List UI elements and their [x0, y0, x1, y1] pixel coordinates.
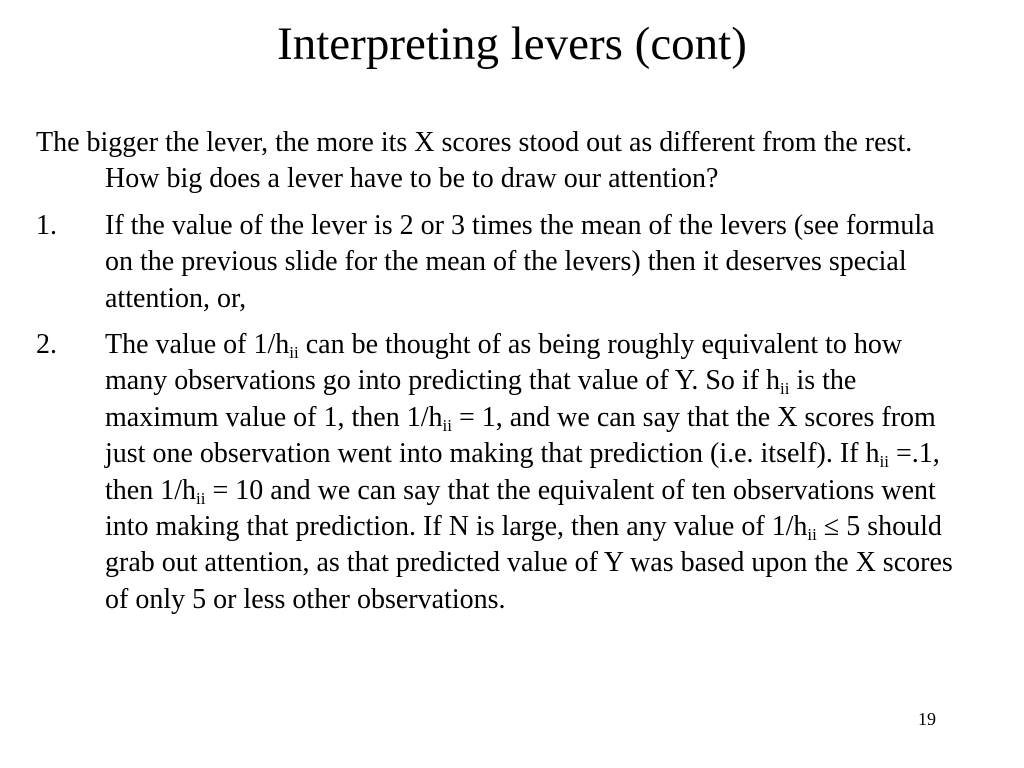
text-segment: = 1, and we can say that the X scores from just one observation went into making that prediction (i.e. itself). If h: [105, 401, 936, 470]
subscript: ii: [807, 525, 817, 545]
list-item-1-text: If the value of the lever is 2 or 3 times the mean of the levers (see formula on the previous slide for the mean of the levers) then it deserves special attention, or,: [105, 209, 935, 314]
text-segment: =.1, then 1/h: [105, 438, 940, 506]
subscript: ii: [289, 343, 299, 363]
subscript: ii: [780, 379, 790, 399]
list-item-1-number: 1.: [36, 209, 57, 241]
text-segment: The value of 1/h: [105, 329, 290, 361]
text-segment: is the maximum value of 1, then 1/h: [105, 365, 857, 433]
subscript: ii: [442, 415, 452, 435]
intro-paragraph: The bigger the lever, the more its X scores stood out as different from the rest. How big does a lever have to be to draw our attention?: [36, 127, 913, 195]
list-item-2: [36, 327, 966, 618]
text-segment: can be thought of as being roughly equivalent to how many observations go into predicting that value of Y. So if h: [105, 329, 903, 397]
slide-title: Interpreting levers (cont): [277, 18, 747, 70]
list-item-1: [36, 208, 966, 317]
text-segment: ≤ 5 should grab out attention, as that predicted value of Y was based upon the X scores of only 5 or less other observations.: [105, 511, 953, 615]
text-segment: = 10 and we can say that the equivalent of ten observations went into making that prediction. If N is large, then any value of 1/h: [105, 474, 936, 543]
list-item-2-number: 2.: [36, 329, 57, 361]
subscript: ii: [879, 452, 889, 472]
slide-number: 19: [918, 709, 936, 729]
slide-body: [36, 125, 966, 618]
list-item-2-text: [105, 327, 966, 618]
subscript: ii: [196, 488, 206, 508]
